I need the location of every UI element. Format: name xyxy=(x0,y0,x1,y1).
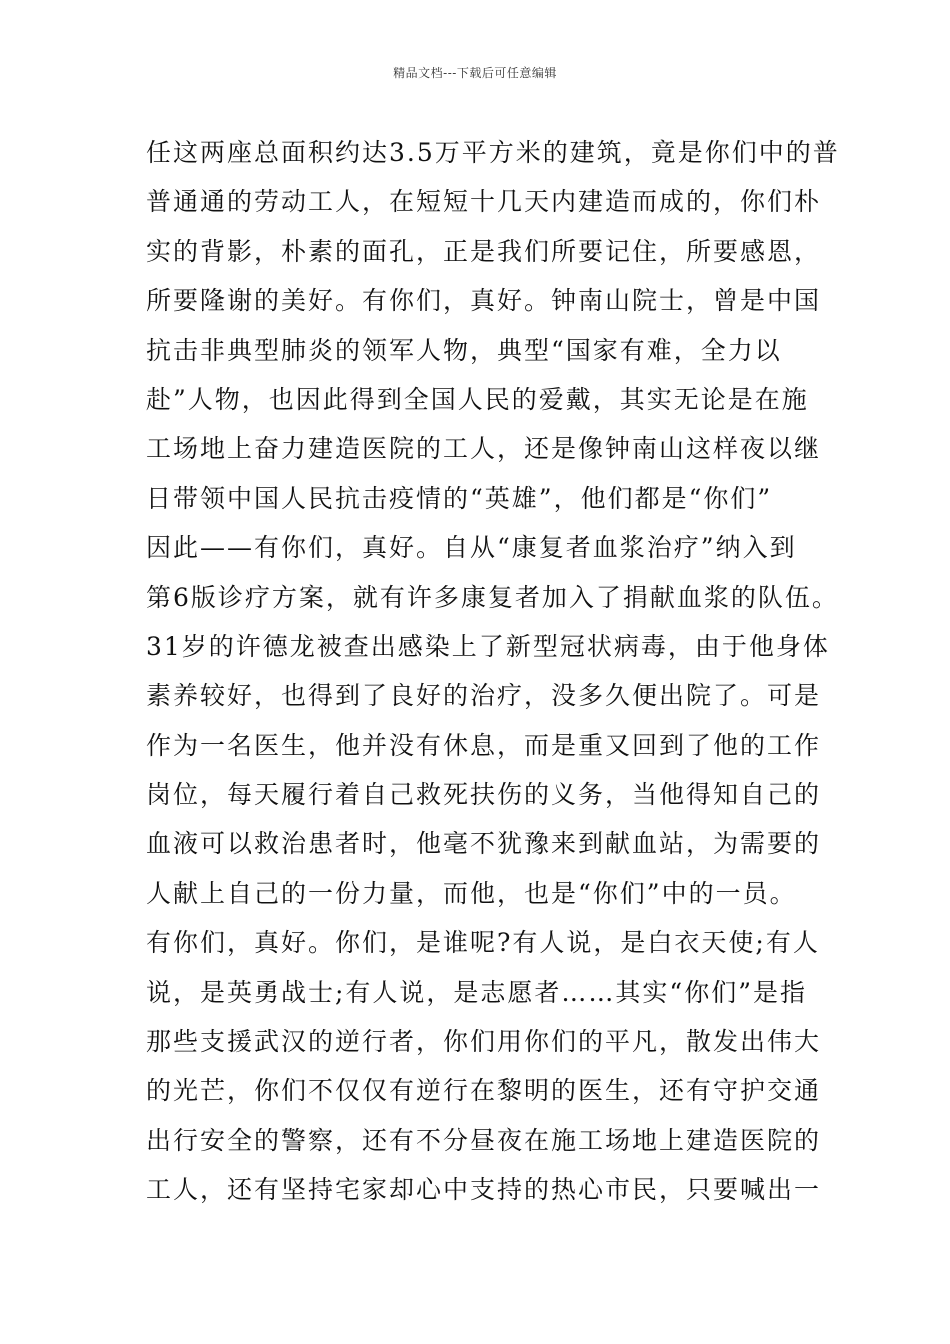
text-line: 作为一名医生，他并没有休息，而是重又回到了他的工作 xyxy=(146,730,822,760)
text-line: 出行安全的警察，还有不分昼夜在施工场地上建造医院的 xyxy=(146,1125,822,1155)
text-line: 第6版诊疗方案，就有许多康复者加入了捐献血浆的队伍。 xyxy=(146,582,839,612)
text-line: 普通通的劳动工人，在短短十几天内建造而成的，你们朴 xyxy=(146,187,822,217)
text-line: 31岁的许德龙被查出感染上了新型冠状病毒，由于他身体 xyxy=(146,631,830,661)
text-line: 日带领中国人民抗击疫情的“英雄”，他们都是“你们” xyxy=(146,483,773,513)
page-header: 精品文档---下载后可任意编辑 xyxy=(393,66,557,80)
text-line: 抗击非典型肺炎的领军人物，典型“国家有难，全力以 xyxy=(146,335,782,365)
text-line: 有你们，真好。你们，是谁呢?有人说，是白衣天使;有人 xyxy=(146,928,820,958)
text-line: 说，是英勇战士;有人说，是志愿者……其实“你们”是指 xyxy=(146,977,807,1007)
text-line: 工场地上奋力建造医院的工人，还是像钟南山这样夜以继 xyxy=(146,434,822,464)
text-line: 素养较好，也得到了良好的治疗，没多久便出院了。可是 xyxy=(146,681,822,711)
text-line: 工人，还有坚持宅家却心中支持的热心市民，只要喊出一 xyxy=(146,1175,822,1205)
text-line: 因此——有你们，真好。自从“康复者血浆治疗”纳入到 xyxy=(146,533,797,563)
body-text xyxy=(146,128,840,1215)
text-line: 实的背影，朴素的面孔，正是我们所要记住，所要感恩， xyxy=(146,236,822,266)
text-line: 血液可以救治患者时，他毫不犹豫来到献血站，为需要的 xyxy=(146,829,822,859)
text-line: 的光芒，你们不仅仅有逆行在黎明的医生，还有守护交通 xyxy=(146,1076,822,1106)
text-line: 赴”人物，也因此得到全国人民的爱戴，其实无论是在施 xyxy=(146,384,809,414)
text-line: 所要隆谢的美好。有你们，真好。钟南山院士，曾是中国 xyxy=(146,286,822,316)
text-line: 岗位，每天履行着自己救死扶伤的义务，当他得知自己的 xyxy=(146,780,822,810)
text-line: 任这两座总面积约达3.5万平方米的建筑，竟是你们中的普 xyxy=(146,138,840,167)
text-line: 人献上自己的一份力量，而他，也是“你们”中的一员。 xyxy=(146,878,797,908)
text-line: 那些支援武汉的逆行者，你们用你们的平凡，散发出伟大 xyxy=(146,1027,822,1057)
